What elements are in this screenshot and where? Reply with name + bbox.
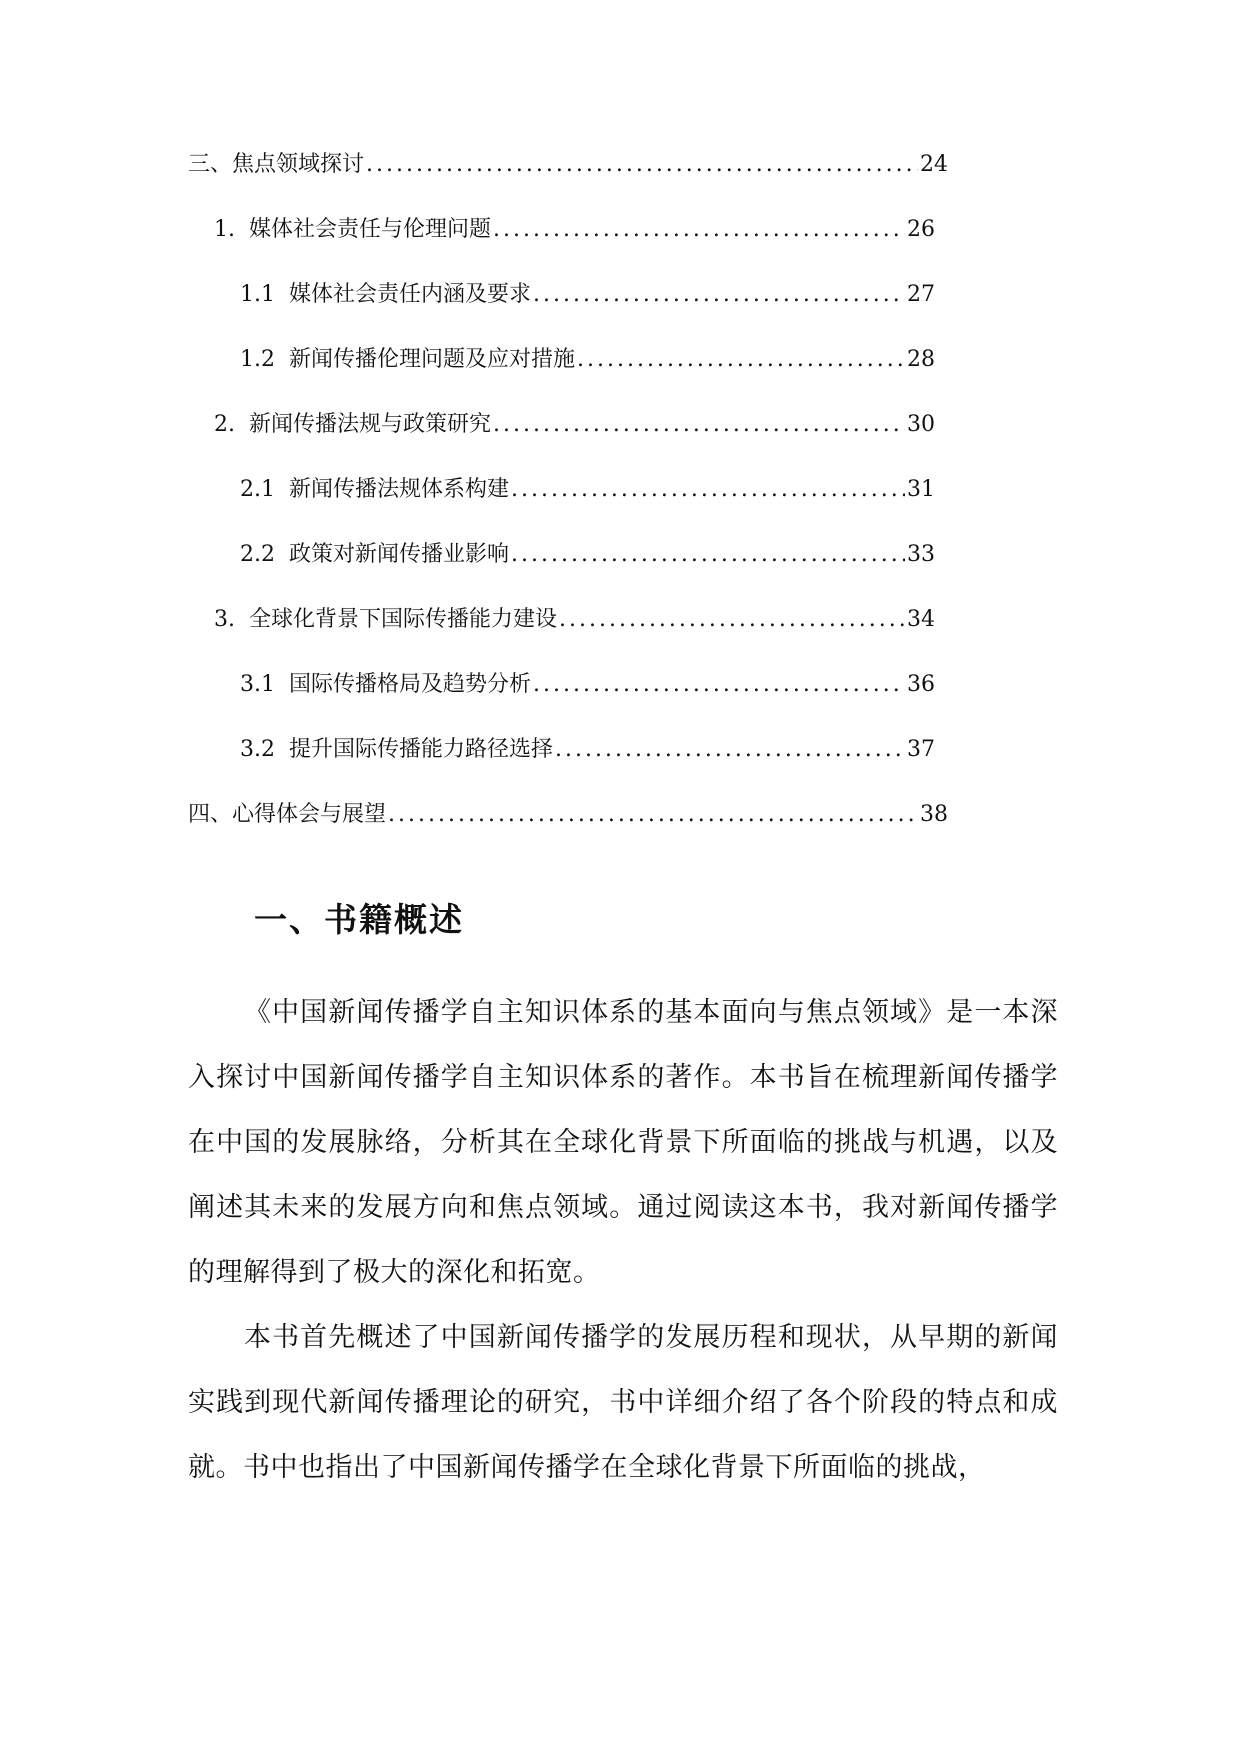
toc-entry-number: 1.1 [240, 282, 289, 307]
toc-dot-leader [577, 343, 905, 377]
body-paragraph: 本书首先概述了中国新闻传播学的发展历程和现状，从早期的新闻实践到现代新闻传播理论的研究，书中详细介绍了各个阶段的特点和成就。书中也指出了中国新闻传播学在全球化背景下所面临的挑战， [188, 1322, 1058, 1483]
toc-dot-leader [493, 213, 905, 247]
toc-page-number: 27 [907, 282, 935, 307]
toc-entry[interactable] [188, 473, 935, 538]
toc-entry[interactable] [188, 798, 948, 863]
toc-page-number: 28 [907, 347, 935, 372]
toc-dot-leader [511, 473, 905, 507]
toc-dot-leader [559, 603, 905, 637]
toc-entry[interactable] [188, 343, 935, 408]
toc-page-number: 24 [920, 152, 948, 177]
toc-entry-title: 全球化背景下国际传播能力建设 [248, 607, 557, 632]
toc-entry-number: 3.2 [240, 737, 289, 762]
toc-page-number: 34 [907, 607, 935, 632]
toc-entry[interactable] [188, 213, 935, 278]
toc-entry-title: 四、心得体会与展望 [188, 802, 387, 827]
toc-entry-title: 国际传播格局及趋势分析 [288, 672, 531, 697]
toc-dot-leader [511, 538, 905, 572]
toc-entry[interactable] [188, 603, 935, 668]
toc-dot-leader [555, 733, 905, 767]
toc-entry[interactable] [188, 148, 948, 213]
toc-entry[interactable] [188, 668, 935, 733]
toc-entry-title: 媒体社会责任内涵及要求 [288, 282, 531, 307]
toc-entry-title: 三、焦点领域探讨 [188, 152, 365, 177]
toc-entry[interactable] [188, 733, 935, 798]
toc-entry-number: 3.1 [240, 672, 289, 697]
toc-entry[interactable] [188, 538, 935, 603]
toc-entry-number: 1. [214, 217, 249, 242]
toc-page-number: 36 [907, 672, 935, 697]
toc-entry-number: 2. [214, 412, 249, 437]
toc-page-number: 30 [907, 412, 935, 437]
toc-page-number: 26 [907, 217, 935, 242]
toc-page-number: 38 [920, 802, 948, 827]
toc-page-number: 37 [907, 737, 935, 762]
toc-entry-number: 1.2 [240, 347, 289, 372]
toc-entry-title: 提升国际传播能力路径选择 [288, 737, 553, 762]
section-heading: 一、书籍概述 [254, 900, 464, 939]
toc-page-number: 31 [907, 477, 935, 502]
toc-entry-title: 政策对新闻传播业影响 [288, 542, 509, 567]
body-paragraph: 《中国新闻传播学自主知识体系的基本面向与焦点领域》是一本深入探讨中国新闻传播学自主知识体系的著作。本书旨在梳理新闻传播学在中国的发展脉络，分析其在全球化背景下所面临的挑战与机遇，以及阐述其未来的发展方向和焦点领域。通过阅读这本书，我对新闻传播学的理解得到了极大的深化和拓宽。 [188, 997, 1058, 1288]
table-of-contents [188, 148, 948, 863]
toc-entry-number: 3. [214, 607, 249, 632]
toc-entry-number: 2.1 [240, 477, 289, 502]
toc-entry-title: 媒体社会责任与伦理问题 [248, 217, 491, 242]
toc-entry[interactable] [188, 408, 935, 473]
toc-dot-leader [533, 668, 905, 702]
toc-entry-title: 新闻传播法规与政策研究 [248, 412, 491, 437]
toc-dot-leader [493, 408, 905, 442]
toc-dot-leader [388, 798, 918, 832]
toc-page-number: 33 [907, 542, 935, 567]
toc-entry[interactable] [188, 278, 935, 343]
toc-entry-title: 新闻传播伦理问题及应对措施 [288, 347, 575, 372]
toc-entry-number: 2.2 [240, 542, 289, 567]
toc-entry-title: 新闻传播法规体系构建 [288, 477, 509, 502]
toc-dot-leader [533, 278, 905, 312]
section-body [188, 980, 1058, 1500]
toc-dot-leader [366, 148, 918, 182]
